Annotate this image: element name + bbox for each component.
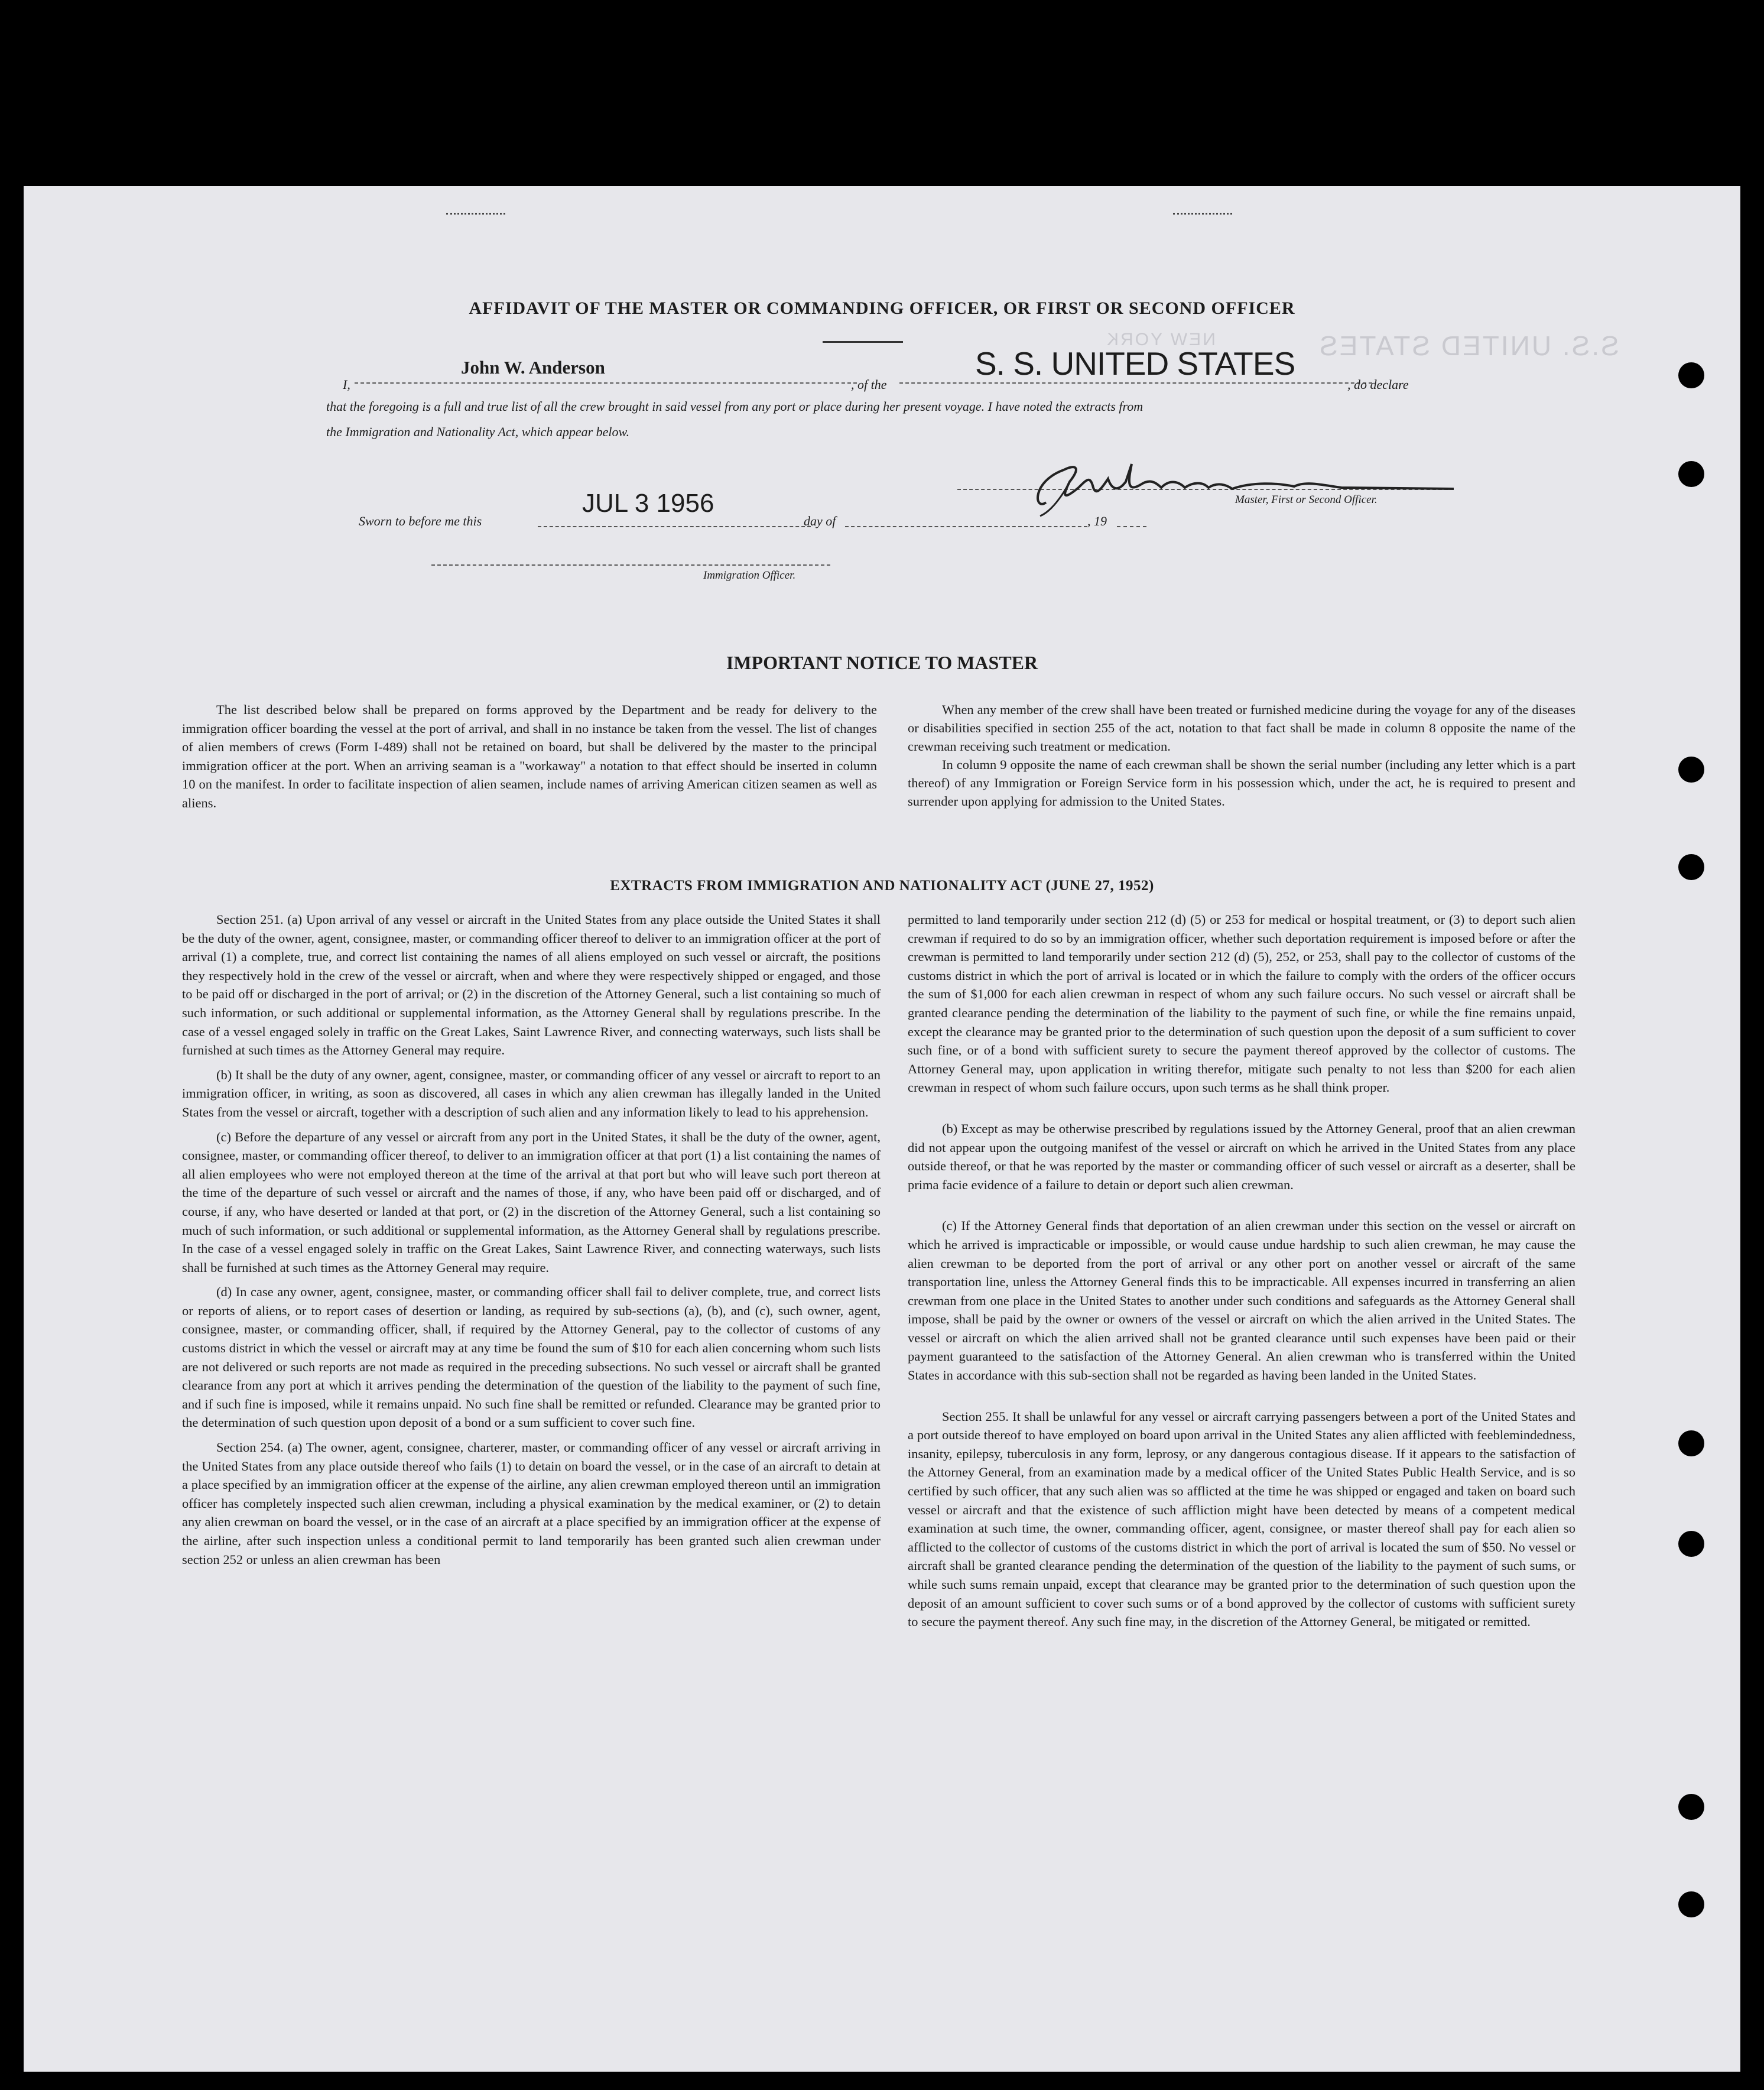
notice-right — [908, 700, 1575, 810]
punch-mark — [1173, 213, 1232, 217]
of-the-label: , of the — [851, 377, 887, 392]
master-signature — [1028, 446, 1460, 517]
master-name: John W. Anderson — [461, 357, 605, 378]
declaration-line-1: that the foregoing is a full and true list of all the crew brought in said vessel from any port or place during her present voyage. I have noted the extracts from — [326, 399, 1143, 414]
section-255: Section 255. It shall be unlawful for any vessel or aircraft carrying passengers between a port of the United States and a port outside thereof to have employed on board upon arrival in the United States any alien afflicted with feeblemindedness, insanity, epilepsy, tuberculosis in any form, leprosy, or any dangerous contagious disease. If it appears to the satisfaction of the Attorney General, from an examination made by a medical officer of the United States Public Health Service, and is so certified by such officer, that any such alien was so afflicted at the time he was shipped or engaged and taken on board such vessel or aircraft and that the existence of such affliction might have been detected by means of a competent medical examination at such time, the owner, commanding officer, agent, consignee, or master thereof shall pay for each alien so afflicted to the collector of customs of the customs district in which the port of arrival is located the sum of $50. No vessel or aircraft shall be granted clearance pending the determination of the question of the liability to the payment of such sums, or while such sums remain unpaid, except that clearance may be granted prior to the determination of such question upon the deposit of an amount sufficient to cover such sums or of a bond approved by the collector of customs with sufficient surety to secure the payment thereof. Any such fine may, in the discretion of the Attorney General, be mitigated or remitted. — [908, 1409, 1575, 1630]
day-of-label: day of — [804, 514, 836, 528]
section-254c: (c) If the Attorney General finds that deportation of an alien crewman under this section on the vessel or aircraft on which he arrived is impracticable or impossible, or would cause undue hardship to such alien crewman, he may cause the alien crewman to be deported from the port of arrival or any other port on another vessel or aircraft of the same transportation line, unless the Attorney General finds this to be impracticable. All expenses incurred in transferring an alien crewman from one place in the United States to another under such conditions and safeguards as the Attorney General shall impose, shall be paid by the owner or owners of the vessel or aircraft on which the alien arrived in the United States. The vessel or aircraft on which the alien arrived shall not be granted clearance until such expenses have been paid or their payment guaranteed to the satisfaction of the Attorney General. An alien crewman who is transferred within the United States in accordance with this sub-section shall not be regarded as having been landed in the United States. — [908, 1218, 1575, 1383]
sworn-date: JUL 3 1956 — [582, 489, 714, 518]
extracts-title: EXTRACTS FROM IMMIGRATION AND NATIONALITY ACT (JUNE 27, 1952) — [610, 878, 1154, 894]
section-251a: Section 251. (a) Upon arrival of any vessel or aircraft in the United States from any place outside the United States it shall be the duty of the owner, agent, consignee, master, or commanding officer thereof to deliver to an immigration officer at the port of arrival (1) a complete, true, and correct list containing the names of all aliens employed on such vessel or aircraft, the positions they respectively hold in the crew of the vessel or aircraft, when and where they were respectively shipped or engaged, and those to be paid off or discharged in the port of arrival; or (2) in the discretion of the Attorney General, such a list containing so much of such information, or such additional or supplemental information, as the Attorney General shall by regulations prescribe. In the case of a vessel engaged solely in traffic on the Great Lakes, Saint Lawrence River, and connecting waterways, such lists shall be furnished at such times as the Attorney General may require. — [182, 912, 881, 1058]
punch-mark — [446, 213, 505, 217]
year-prefix: , 19 — [1087, 514, 1107, 528]
month-line — [845, 526, 1087, 527]
section-254a: Section 254. (a) The owner, agent, consignee, charterer, master, or commanding officer of any vessel or aircraft arriving in the United States from any place outside thereof who fails (1) to detain on board the vessel, or in the case of an aircraft to detain at a place specified by an immigration officer at the expense of the airline, any alien crewman employed thereon until an immigration officer has completely inspected such alien crewman, including a physical examination by the medical examiner, or (2) to detain any alien crewman on board the vessel, or in the case of an aircraft at a place specified by an immigration officer at the expense of the airline, after such inspection unless a conditional permit to land temporarily has been granted such alien crewman under section 252 or unless an alien crewman has been — [182, 1440, 881, 1567]
vessel-name: S. S. UNITED STATES — [975, 345, 1295, 382]
notice-right-paragraph-2: In column 9 opposite the name of each crewman shall be shown the serial number (including any letter which is a part thereof) of any Immigration or Foreign Service form in his possession which, under the act, he is required to present and surrender upon applying for admission to the United States. — [908, 757, 1575, 809]
section-251b: (b) It shall be the duty of any owner, agent, consignee, master, or commanding officer of any vessel or aircraft to report to an immigration officer, in writing, as soon as discovered, all cases in which any alien crewman has illegally landed in the United States from the vessel or aircraft, together with a description of such alien and any information likely to lead to his apprehension. — [182, 1067, 881, 1119]
i-label: I, — [343, 377, 350, 392]
notice-left — [182, 700, 877, 819]
document-page — [24, 186, 1740, 2072]
do-declare-label: , do declare — [1347, 377, 1409, 392]
name-line — [355, 382, 857, 384]
declaration-line-2: the Immigration and Nationality Act, which appear below. — [326, 424, 630, 439]
immigration-officer-line — [431, 564, 830, 566]
mirror-stamp-small: NEW YORK — [1105, 330, 1216, 349]
binder-hole — [1678, 1891, 1704, 1917]
affidavit-title: AFFIDAVIT OF THE MASTER OR COMMANDING OFFICER, OR FIRST OR SECOND OFFICER — [469, 298, 1295, 318]
sworn-day-line — [538, 526, 811, 527]
binder-hole — [1678, 1794, 1704, 1820]
extracts-right-column — [908, 910, 1575, 1637]
section-251d: (d) In case any owner, agent, consignee, master, or commanding officer shall fail to deliver complete, true, and correct lists or reports of aliens, or to report cases of desertion or landing, as required by sub-sections (a), (b), and (c), such owner, agent, consignee, master, or commanding officer, shall, if required by the Attorney General, pay to the collector of customs of any customs district in which the vessel or aircraft may at any time be found the sum of $10 for each alien concerning whom such lists are not delivered or such reports are not made as required in the preceding subsections. No such vessel or aircraft shall be granted clearance from any port at which it arrives pending the determination of the question of the liability to the payment of such fine, and if such fine is imposed, while it remains unpaid. No such fine shall be remitted or refunded. Clearance may be granted prior to the determination of such question upon deposit of a bond or a sum sufficient to cover such fine. — [182, 1284, 881, 1430]
section-254a-continued: permitted to land temporarily under section 212 (d) (5) or 253 for medical or hospital treatment, or (3) to deport such alien crewman if required to do so by an immigration officer, whether such deportation requirement is imposed before or after the crewman is permitted to land temporarily under section 212 (d) (5), 252, or 253, shall pay to the collector of customs of the customs district in which the port of arrival is located or in which the failure to comply with the orders of the officer occurs the sum of $1,000 for each alien crewman in respect of whom any such failure occurs. No such vessel or aircraft shall be granted clearance pending the determination of the liability to the payment of such fine, or while the fine remains unpaid, except the clearance may be granted prior to the determination of such question upon the deposit of a sum sufficient to cover such fine, or of a bond with sufficient surety to secure the payment thereof approved by the collector of customs. The Attorney General may, upon application in writing therefor, mitigate such penalty to not less than $200 for each alien crewman in respect of whom such failure occurs, upon such terms as he shall think proper. — [908, 912, 1575, 1095]
notice-left-paragraph: The list described below shall be prepared on forms approved by the Department and be ready for delivery to the immigration officer boarding the vessel at the port of arrival, and shall in no instance be taken from the vessel. The list of changes of alien members of crews (Form I-489) shall not be retained on board, but shall be delivered by the master to the principal immigration officer at the port. When an arriving seaman is a "workaway" a notation to that effect should be inserted in column 10 on the manifest. In order to facilitate inspection of alien seamen, include names of arriving American citizen seamen as well as aliens. — [182, 702, 877, 810]
binder-hole — [1678, 854, 1704, 880]
immigration-caption: Immigration Officer. — [703, 569, 796, 582]
binder-hole — [1678, 362, 1704, 388]
vessel-line — [899, 382, 1372, 384]
notice-right-paragraph-1: When any member of the crew shall have been treated or furnished medicine during the voyage for any of the diseases or disabilities specified in section 255 of the act, notation to that fact shall be made in column 8 opposite the name of the crewman receiving such treatment or medication. — [908, 702, 1575, 754]
sworn-label: Sworn to before me this — [359, 514, 482, 528]
binder-hole — [1678, 461, 1704, 487]
binder-hole — [1678, 757, 1704, 783]
mirror-stamp: S.S. UNITED STATES — [1318, 330, 1619, 361]
binder-hole — [1678, 1430, 1704, 1456]
notice-title: IMPORTANT NOTICE TO MASTER — [726, 652, 1038, 673]
section-254b: (b) Except as may be otherwise prescribed by regulations issued by the Attorney General, proof that an alien crewman did not appear upon the outgoing manifest of the vessel or aircraft on which he arrived in the United States from any place outside thereof, or that he was reported by the master or commanding officer of such vessel or aircraft as a deserter, shall be prima facie evidence of a failure to detain or deport such alien crewman. — [908, 1121, 1575, 1192]
title-rule — [823, 341, 903, 343]
binder-hole — [1678, 1531, 1704, 1557]
extracts-left-column — [182, 910, 881, 1575]
year-line — [1117, 526, 1146, 527]
section-251c: (c) Before the departure of any vessel or aircraft from any port in the United States, it shall be the duty of the owner, agent, consignee, master, or commanding officer thereof, to deliver to an immigration officer at that port (1) a list containing the names of all alien employees who were not employed thereon at the time of the arrival at that port but who will leave such port thereon at the time of the departure of such vessel or aircraft and the names of those, if any, who have been paid off or discharged, and of course, if any, who have deserted or landed at that port, or (2) in the discretion of the Attorney General, such a list containing so much of such information, or such additional or supplemental information, as the Attorney General shall by regulations prescribe. In the case of a vessel engaged solely in traffic on the Great Lakes, Saint Lawrence River, and connecting waterways, such lists shall be furnished at such times as the Attorney General may require. — [182, 1129, 881, 1275]
master-caption: Master, First or Second Officer. — [1235, 494, 1378, 506]
